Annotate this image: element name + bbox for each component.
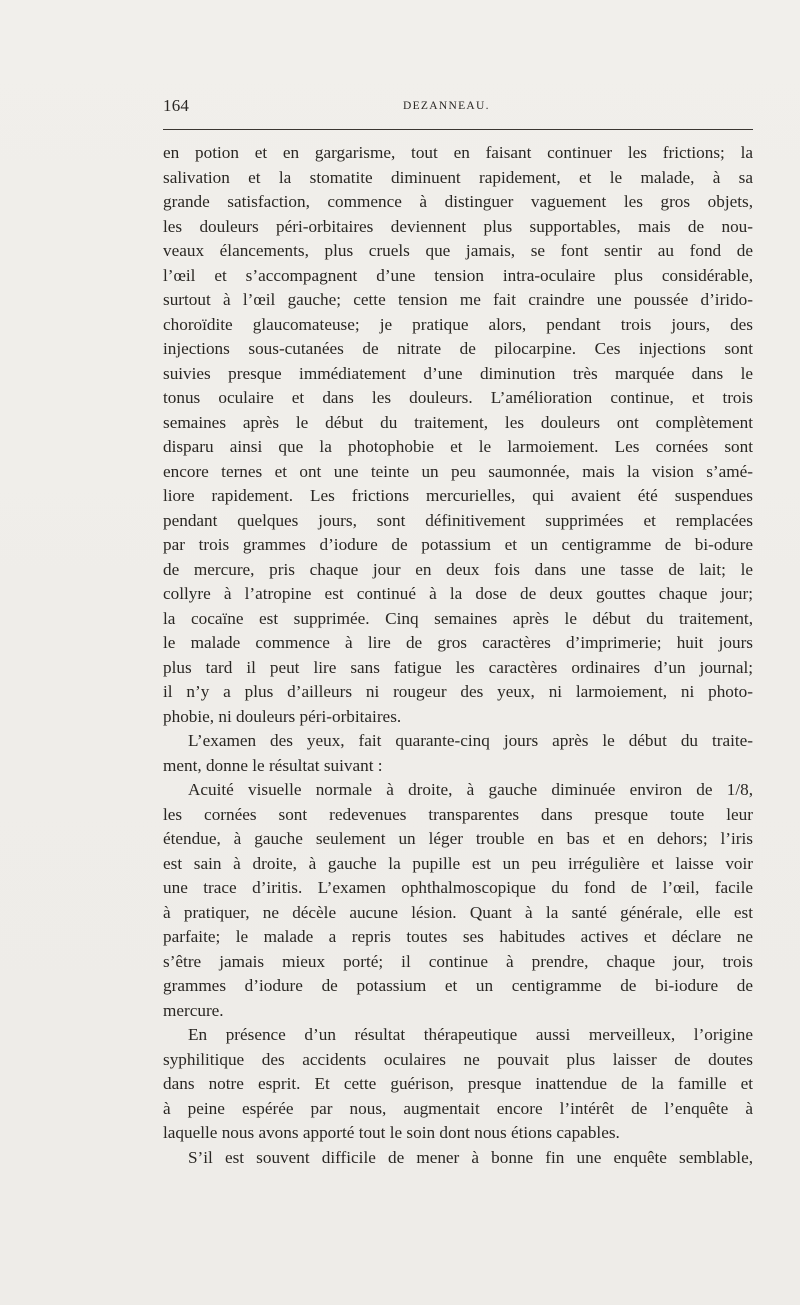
- text-line: s’être jamais mieux porté; il continue à prendre, chaque jour, trois: [163, 951, 753, 971]
- text-line: étendue, à gauche seulement un léger trouble en bas et en dehors; l’iris: [163, 829, 753, 848]
- text-line: la cocaïne est supprimée. Cinq semaines après le début du traitement,: [163, 608, 753, 628]
- text-line: pendant quelques jours, sont définitivement supprimées et remplacées: [163, 510, 753, 530]
- running-head: DEZANNEAU.: [403, 100, 490, 112]
- text-line: choroïdite glaucomateuse; je pratique alors, pendant trois jours, des: [163, 314, 753, 334]
- text-line: disparu ainsi que la photophobie et le larmoiement. Les cornées sont: [163, 437, 753, 456]
- page-header: [163, 96, 753, 126]
- text-line: syphilitique des accidents oculaires ne pouvait plus laisser de doutes: [163, 1049, 753, 1069]
- text-line: surtout à l’œil gauche; cette tension me fait craindre une poussée d’irido-: [163, 290, 753, 309]
- text-line: le malade commence à lire de gros caractères d’imprimerie; huit jours: [163, 633, 753, 652]
- text-line: de mercure, pris chaque jour en deux fois dans une tasse de lait; le: [163, 559, 753, 579]
- text-line: plus tard il peut lire sans fatigue les caractères ordinaires d’un journal;: [163, 657, 753, 677]
- text-line: semaines après le début du traitement, les douleurs ont complètement: [163, 412, 753, 432]
- text-line: il n’y a plus d’ailleurs ni rougeur des yeux, ni larmoiement, ni photo-: [163, 682, 753, 701]
- page-number: 164: [163, 96, 190, 115]
- text-line: grammes d’iodure de potassium et un centigramme de bi-iodure de: [163, 976, 753, 995]
- text-line: suivies presque immédiatement d’une diminution très marquée dans le: [163, 363, 753, 383]
- text-line: les cornées sont redevenues transparentes dans presque toute leur: [163, 804, 753, 824]
- paragraph-start-line: Acuité visuelle normale à droite, à gauche diminuée environ de 1/8,: [188, 780, 753, 799]
- paragraph-start-line: L’examen des yeux, fait quarante-cinq jours après le début du traite-: [188, 731, 753, 750]
- body-text: [163, 141, 753, 1170]
- text-line: veaux élancements, plus cruels que jamais, se font sentir au fond de: [163, 241, 753, 260]
- text-line: tonus oculaire et dans les douleurs. L’amélioration continue, et trois: [163, 388, 753, 407]
- text-line: mercure.: [163, 1000, 224, 1020]
- paragraph-start-line: En présence d’un résultat thérapeutique aussi merveilleux, l’origine: [188, 1025, 753, 1044]
- text-line: grande satisfaction, commence à distinguer vaguement les gros objets,: [163, 192, 753, 211]
- text-line: dans notre esprit. Et cette guérison, presque inattendue de la famille et: [163, 1074, 753, 1093]
- text-line: à peine espérée par nous, augmentait encore l’intérêt de l’enquête à: [163, 1098, 753, 1118]
- text-line: par trois grammes d’iodure de potassium et un centigramme de bi-odure: [163, 535, 753, 554]
- text-line: l’œil et s’accompagnent d’une tension intra-oculaire plus considérable,: [163, 265, 753, 285]
- text-line: en potion et en gargarisme, tout en faisant continuer les frictions; la: [163, 143, 753, 162]
- paragraph-start-line: S’il est souvent difficile de mener à bonne fin une enquête semblable,: [188, 1147, 753, 1167]
- text-line: parfaite; le malade a repris toutes ses habitudes actives et déclare ne: [163, 927, 753, 946]
- text-line: est sain à droite, à gauche la pupille est un peu irrégulière et laisse voir: [163, 853, 753, 873]
- text-line: une trace d’iritis. L’examen ophthalmoscopique du fond de l’œil, facile: [163, 878, 753, 897]
- text-line: collyre à l’atropine est continué à la dose de deux gouttes chaque jour;: [163, 584, 753, 603]
- text-line: injections sous-cutanées de nitrate de pilocarpine. Ces injections sont: [163, 339, 753, 358]
- text-line: liore rapidement. Les frictions mercurielles, qui avaient été suspendues: [163, 486, 753, 505]
- text-line: encore ternes et ont une teinte un peu saumonnée, mais la vision s’amé-: [163, 461, 753, 481]
- header-rule: [163, 129, 753, 130]
- text-line: salivation et la stomatite diminuent rapidement, et le malade, à sa: [163, 167, 753, 187]
- text-line: phobie, ni douleurs péri-orbitaires.: [163, 706, 402, 726]
- text-line: ment, donne le résultat suivant :: [163, 755, 383, 775]
- text-line: à pratiquer, ne décèle aucune lésion. Quant à la santé générale, elle est: [163, 902, 753, 922]
- text-line: les douleurs péri-orbitaires deviennent plus supportables, mais de nou-: [163, 216, 753, 236]
- text-line: laquelle nous avons apporté tout le soin dont nous étions capables.: [163, 1123, 620, 1142]
